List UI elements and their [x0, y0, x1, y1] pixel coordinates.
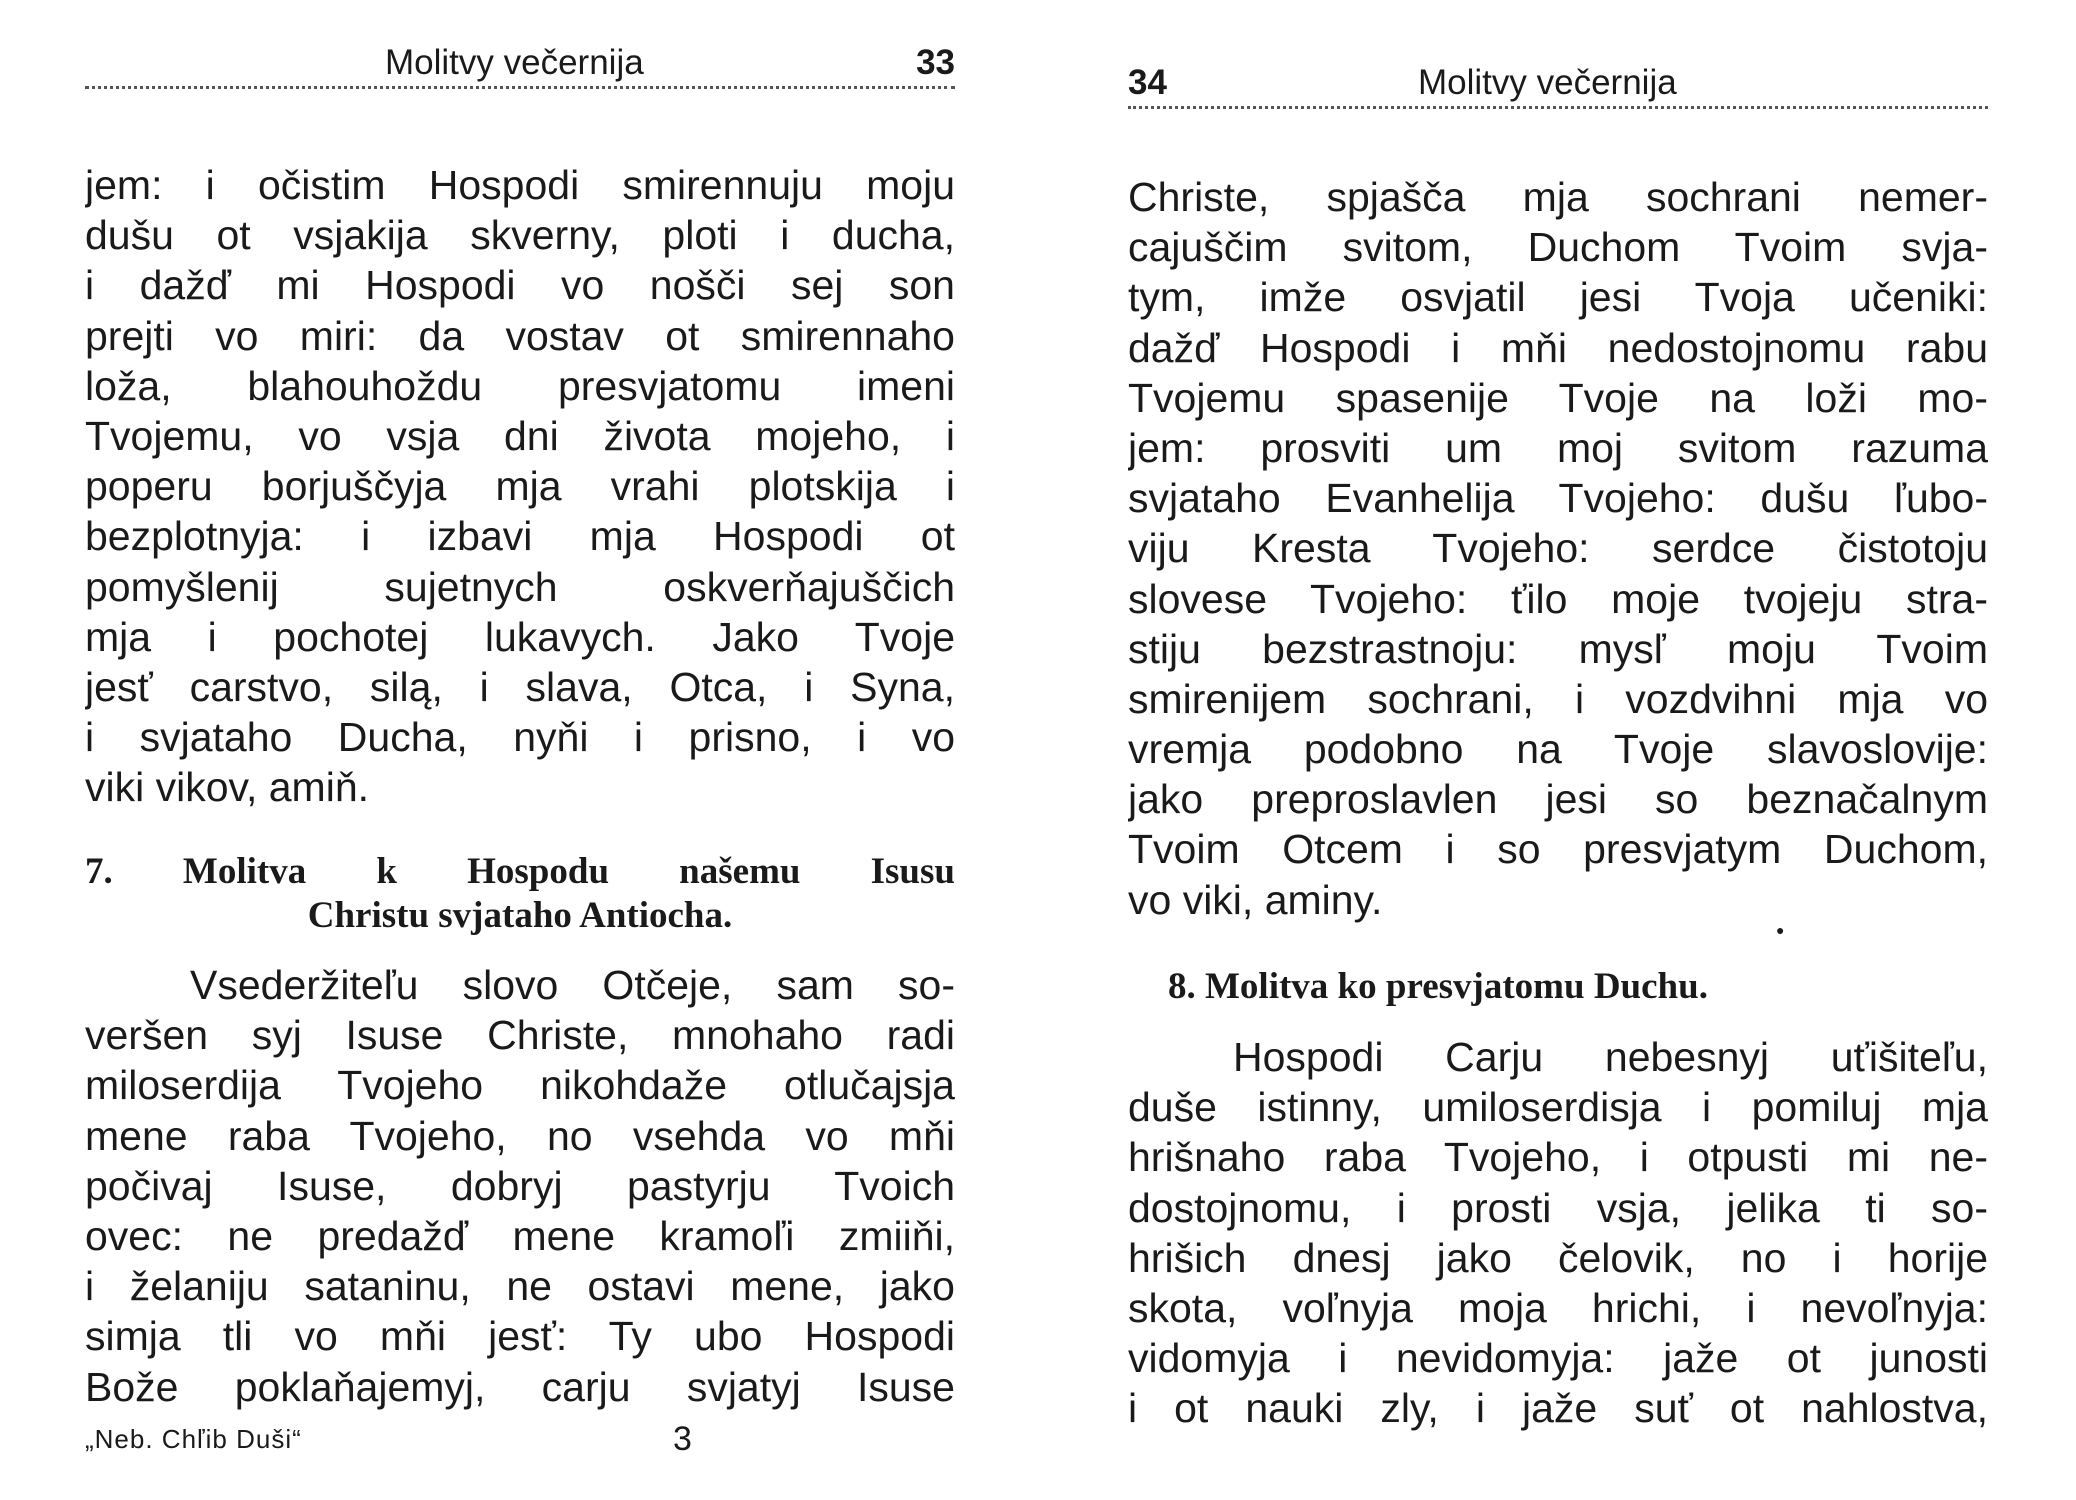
text-line: dostojnomu, i prosti vsja, jelika ti so- [1128, 1184, 1988, 1231]
text-line: ovec: ne predažď mene kramoľi zmiiňi, [85, 1212, 955, 1259]
text-line: počivaj Isuse, dobryj pastyrju Tvoich [85, 1162, 955, 1209]
text-line: hrišnaho raba Tvojeho, i otpusti mi ne- [1128, 1134, 1988, 1181]
text-line: vo viki, aminy. [1128, 876, 1383, 923]
text-line: mene raba Tvojeho, no vsehda vo mňi [85, 1112, 955, 1159]
text-line: Vsederžiteľu slovo Otčeje, sam so- [190, 962, 955, 1008]
text-line: simja tli vo mňi jesť: Ty ubo Hospodi [85, 1313, 955, 1360]
text-line: hrišich dnesj jako čelovik, no i horije [1128, 1234, 1988, 1281]
right-section-heading [1128, 965, 1988, 1009]
left-page-number: 33 [916, 43, 955, 82]
text-line: duše istinny, umiloserdisja i pomiluj mja [1128, 1084, 1988, 1131]
text-line: veršen syj Isuse Christe, mnohaho radi [85, 1012, 955, 1059]
text-line: prejti vo miri: da vostav ot smirennaho [85, 312, 955, 359]
right-page [1128, 0, 1988, 1500]
text-line: dažď Hospodi i mňi nedostojnomu rabu [1128, 324, 1988, 371]
left-footer [85, 1420, 955, 1460]
heading-line: 8. Molitva ko presvjatomu Duchu. [1168, 966, 1708, 1007]
text-line: bezplotnyja: i izbavi mja Hospodi ot [85, 513, 955, 560]
left-page [85, 0, 955, 1500]
heading-line: 7. Molitva k Hospodu našemu Isusu [85, 851, 955, 892]
ornament-dot-icon: ● [1776, 922, 1785, 938]
text-line: dušu ot vsjakija skverny, ploti i ducha, [85, 212, 955, 259]
text-line: Christe, spjašča mja sochrani nemer- [1128, 174, 1988, 220]
text-line: cajuščim svitom, Duchom Tvoim svja- [1128, 224, 1988, 271]
text-line: stiju bezstrastnoju: mysľ moju Tvoim [1128, 625, 1988, 672]
left-running-title: Molitvy večernija [385, 43, 644, 82]
text-line: Tvoim Otcem i so presvjatym Duchom, [1128, 826, 1988, 873]
right-page-number: 34 [1128, 63, 1167, 102]
text-line: svjataho Evanhelija Tvojeho: dušu ľubo- [1128, 475, 1988, 522]
text-line: i svjataho Ducha, nyňi i prisno, i vo [85, 714, 955, 761]
right-running-head [1128, 58, 1988, 108]
text-line: jako preproslavlen jesi so beznačalnym [1128, 776, 1988, 823]
text-line: Bože poklaňajemyj, carju svjatyj Isuse [85, 1363, 955, 1410]
text-line: tym, imže osvjatil jesi Tvoja učeniki: [1128, 274, 1988, 321]
text-line: vremja podobno na Tvoje slavoslovije: [1128, 726, 1988, 773]
text-line: slovese Tvojeho: ťilo moje tvojeju stra- [1128, 575, 1988, 622]
text-line: viki vikov, amiň. [85, 764, 370, 811]
signature-number: 3 [673, 1420, 692, 1458]
right-section-text [1128, 1032, 1988, 1434]
right-running-title: Molitvy večernija [1418, 63, 1677, 102]
right-continuation-text [1128, 172, 1988, 925]
right-dotted-rule [1128, 106, 1988, 109]
text-line: i dažď mi Hospodi vo nošči sej son [85, 262, 955, 309]
text-line: smirenijem sochrani, i vozdvihni mja vo [1128, 675, 1988, 722]
text-line: miloserdija Tvojeho nikohdaže otlučajsja [85, 1062, 955, 1109]
text-line: pomyšlenij sujetnych oskverňajuščich [85, 563, 955, 610]
text-line: viju Kresta Tvojeho: serdce čistotoju [1128, 525, 1988, 572]
left-dotted-rule [85, 86, 955, 89]
text-line: i ot nauki zly, i jaže suť ot nahlostva, [1128, 1385, 1988, 1432]
text-line: jesť carstvo, silą, i slava, Otca, i Syna, [85, 663, 955, 710]
signature-mark: „Neb. Chľib Duši“ [85, 1424, 302, 1454]
text-line: poperu borjuščyja mja vrahi plotskija i [85, 463, 955, 510]
heading-line: Christu svjataho Antiocha. [307, 895, 733, 936]
text-line: jem: prosviti um moj svitom razuma [1128, 424, 1988, 471]
text-line: Tvojemu, vo vsja dni života mojeho, i [85, 412, 955, 459]
text-line: jem: i očistim Hospodi smirennuju moju [85, 162, 955, 208]
text-line: Tvojemu spasenije Tvoje na loži mo- [1128, 374, 1988, 421]
text-line: vidomyja i nevidomyja: jaže ot junosti [1128, 1335, 1988, 1382]
text-line: loža, blahouhoždu presvjatomu imeni [85, 362, 955, 409]
text-line: mja i pochotej lukavych. Jako Tvoje [85, 613, 955, 660]
left-section-text [85, 960, 955, 1412]
left-running-head [85, 38, 955, 88]
text-line: Hospodi Carju nebesnyj uťišiteľu, [1233, 1034, 1988, 1080]
text-line: i želaniju sataninu, ne ostavi mene, jako [85, 1263, 955, 1310]
text-line: skota, voľnyja moja hrichi, i nevoľnyja: [1128, 1284, 1988, 1331]
left-continuation-text [85, 160, 955, 812]
left-section-heading [85, 850, 955, 938]
